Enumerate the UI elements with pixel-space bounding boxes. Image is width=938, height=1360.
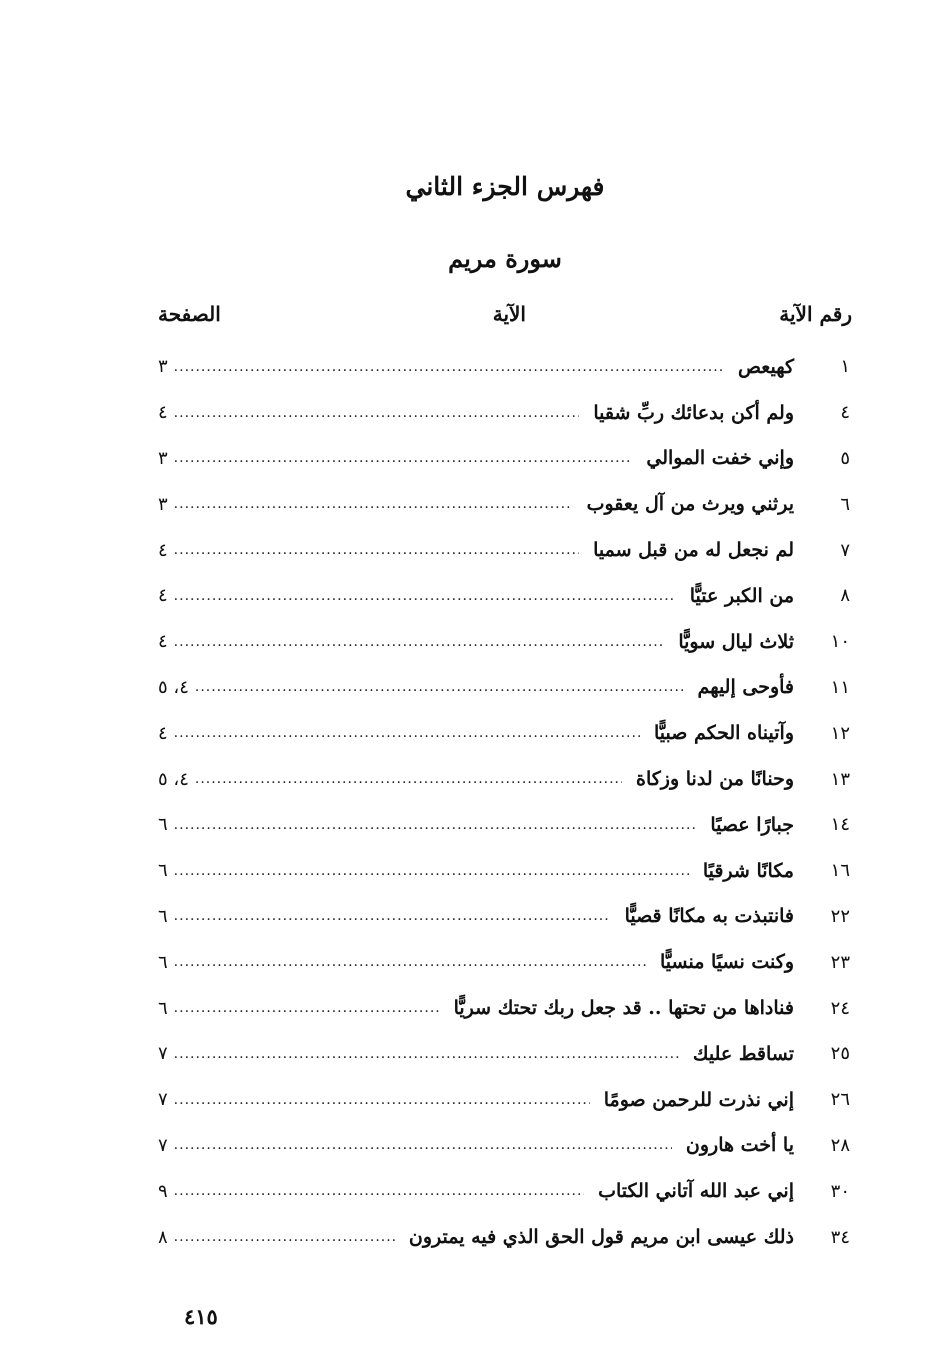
dot-leader — [174, 634, 665, 650]
entry-verse-number: ٨ — [840, 585, 850, 607]
entry-verse-text: ولم أكن بدعائك ربِّ شقيا — [593, 401, 794, 424]
entry-verse-number: ٤ — [840, 402, 850, 424]
dot-leader — [174, 1137, 672, 1153]
entry-verse-text: فناداها من تحتها .. قد جعل ربك تحتك سريًّا — [453, 997, 794, 1020]
dot-leader — [174, 725, 640, 741]
entry-page-number: ٤، ٥ — [158, 768, 189, 790]
entry-verse-text: وكنت نسيًا منسيًّا — [660, 951, 794, 974]
entry-page-number: ٧ — [158, 1134, 168, 1156]
dot-leader — [174, 450, 633, 466]
entry-verse-text: يا أخت هارون — [685, 1134, 794, 1157]
index-entry — [158, 939, 850, 985]
entry-page-number: ٤ — [158, 539, 168, 561]
entry-verse-text: إني نذرت للرحمن صومًا — [603, 1088, 794, 1111]
entry-verse-number: ٢٢ — [830, 905, 850, 927]
entry-verse-number: ٣٤ — [830, 1226, 850, 1248]
entry-verse-text: ثلاث ليال سويًّا — [678, 630, 794, 653]
entry-page-number: ٤ — [158, 722, 168, 744]
entry-page-number: ٨ — [158, 1226, 168, 1248]
entry-verse-text: وحنانًا من لدنا وزكاة — [636, 768, 794, 791]
index-entry — [158, 1031, 850, 1077]
dot-leader — [174, 542, 579, 558]
index-list — [158, 344, 850, 1260]
dot-leader — [174, 496, 573, 512]
index-entry — [158, 1168, 850, 1214]
dot-leader — [174, 863, 689, 879]
index-entry — [158, 573, 850, 619]
dot-leader — [174, 405, 580, 421]
index-title: فهرس الجزء الثاني — [405, 172, 605, 201]
entry-page-number: ٦ — [158, 860, 168, 882]
entry-verse-number: ٥ — [840, 447, 850, 469]
entry-page-number: ٦ — [158, 814, 168, 836]
entry-verse-text: ذلك عيسى ابن مريم قول الحق الذي فيه يمترون — [408, 1226, 794, 1249]
entry-page-number: ٦ — [158, 997, 168, 1019]
entry-verse-text: إني عبد الله آتاني الكتاب — [598, 1180, 794, 1203]
column-header — [158, 302, 852, 332]
index-entry — [158, 802, 850, 848]
entry-page-number: ٤ — [158, 631, 168, 653]
entry-verse-number: ١٦ — [830, 860, 850, 882]
header-verse: الآية — [492, 302, 526, 326]
surah-title: سورة مريم — [448, 244, 562, 273]
dot-leader — [174, 1229, 395, 1245]
entry-verse-number: ١٣ — [830, 768, 850, 790]
entry-verse-text: من الكبر عتيًّا — [689, 584, 794, 607]
entry-verse-text: يرثني ويرث من آل يعقوب — [586, 493, 794, 516]
index-entry — [158, 1214, 850, 1260]
entry-page-number: ٣ — [158, 447, 168, 469]
entry-verse-number: ١ — [840, 356, 850, 378]
entry-verse-number: ٢٤ — [830, 997, 850, 1019]
index-entry — [158, 481, 850, 527]
index-entry — [158, 1077, 850, 1123]
index-entry — [158, 344, 850, 390]
entry-verse-number: ١٤ — [830, 814, 850, 836]
entry-page-number: ٤ — [158, 402, 168, 424]
entry-verse-text: وإني خفت الموالي — [646, 447, 794, 470]
entry-verse-number: ٢٦ — [830, 1089, 850, 1111]
entry-verse-text: مكانًا شرقيًا — [702, 859, 794, 882]
entry-page-number: ٧ — [158, 1043, 168, 1065]
index-entry — [158, 985, 850, 1031]
dot-leader — [174, 359, 724, 375]
dot-leader — [174, 1000, 440, 1016]
entry-page-number: ٦ — [158, 951, 168, 973]
index-entry — [158, 619, 850, 665]
header-verse-number: رقم الآية — [779, 302, 852, 326]
entry-verse-text: لم نجعل له من قبل سميا — [593, 539, 794, 562]
page-number: ٤١٥ — [184, 1304, 218, 1329]
entry-verse-number: ١٢ — [830, 722, 850, 744]
index-entry — [158, 390, 850, 436]
dot-leader — [195, 679, 684, 695]
entry-verse-text: وآتيناه الحكم صبيًّا — [653, 722, 794, 745]
entry-page-number: ٣ — [158, 356, 168, 378]
index-entry — [158, 1123, 850, 1169]
entry-verse-number: ٣٠ — [830, 1180, 850, 1202]
entry-verse-number: ٦ — [840, 493, 850, 515]
entry-page-number: ٩ — [158, 1180, 168, 1202]
entry-verse-text: كهيعص — [738, 355, 794, 378]
dot-leader — [174, 1183, 584, 1199]
entry-verse-number: ١١ — [830, 676, 850, 698]
entry-verse-text: جبارًا عصيًا — [710, 813, 794, 836]
entry-page-number: ٧ — [158, 1089, 168, 1111]
dot-leader — [174, 1092, 590, 1108]
index-entry — [158, 436, 850, 482]
dot-leader — [174, 588, 676, 604]
dot-leader — [195, 771, 622, 787]
index-entry — [158, 848, 850, 894]
dot-leader — [174, 908, 611, 924]
index-entry — [158, 665, 850, 711]
dot-leader — [174, 954, 646, 970]
entry-verse-number: ١٠ — [830, 631, 850, 653]
dot-leader — [174, 817, 697, 833]
entry-verse-number: ٢٨ — [830, 1134, 850, 1156]
entry-verse-number: ٢٥ — [830, 1043, 850, 1065]
entry-page-number: ٣ — [158, 493, 168, 515]
index-entry — [158, 894, 850, 940]
entry-verse-text: تساقط عليك — [692, 1042, 794, 1065]
index-entry — [158, 527, 850, 573]
entry-verse-text: فانتبذت به مكانًا قصيًّا — [624, 905, 794, 928]
entry-verse-text: فأوحى إليهم — [697, 676, 794, 699]
entry-page-number: ٤ — [158, 585, 168, 607]
entry-verse-number: ٧ — [840, 539, 850, 561]
header-page: الصفحة — [158, 302, 221, 326]
index-entry — [158, 710, 850, 756]
entry-page-number: ٦ — [158, 905, 168, 927]
entry-verse-number: ٢٣ — [830, 951, 850, 973]
entry-page-number: ٤، ٥ — [158, 676, 189, 698]
index-entry — [158, 756, 850, 802]
dot-leader — [174, 1046, 679, 1062]
